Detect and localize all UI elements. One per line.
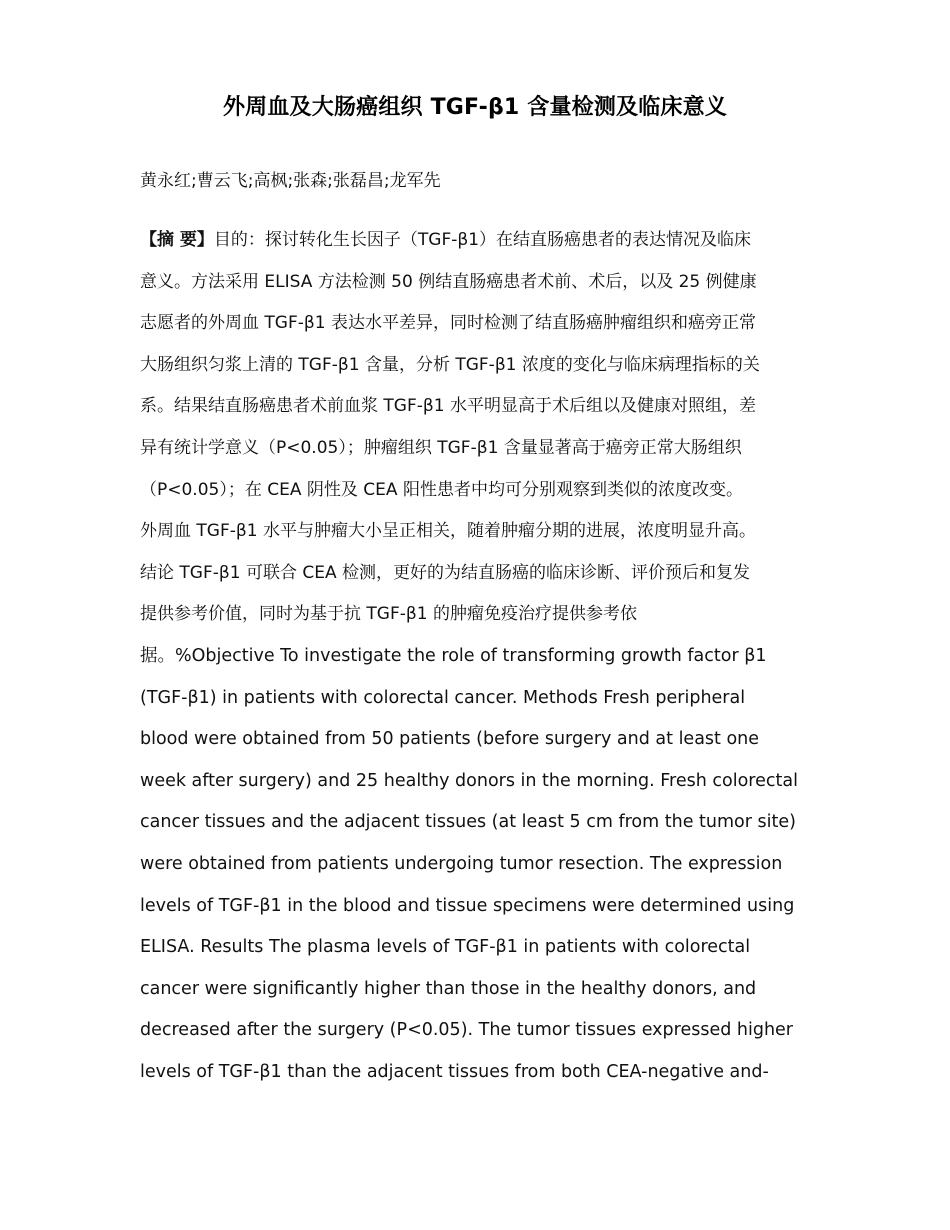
abstract-line: 提供参考价值，同时为基于抗 TGF-β1 的肿瘤免疫治疗提供参考依 bbox=[140, 604, 637, 625]
abstract-line: （P<0.05）；在 CEA 阴性及 CEA 阳性患者中均可分别观察到类似的浓度改变。 bbox=[140, 479, 743, 500]
abstract-line: levels of TGF-β1 than the adjacent tissues from both CEA-negative and- bbox=[140, 1061, 769, 1082]
abstract-line: cancer tissues and the adjacent tissues (at least 5 cm from the tumor site) bbox=[140, 812, 796, 833]
abstract-line: 志愿者的外周血 TGF-β1 表达水平差异，同时检测了结直肠癌肿瘤组织和癌旁正常 bbox=[140, 313, 756, 334]
abstract-line: week after surgery) and 25 healthy donors in the morning. Fresh colorectal bbox=[140, 770, 798, 791]
abstract-line: (TGF-β1) in patients with colorectal cancer. Methods Fresh peripheral bbox=[140, 687, 746, 708]
abstract-line: levels of TGF-β1 in the blood and tissue specimens were determined using bbox=[140, 895, 795, 916]
abstract-line-text: 目的：探讨转化生长因子（TGF-β1）在结直肠癌患者的表达情况及临床 bbox=[213, 230, 752, 250]
abstract-line: 外周血 TGF-β1 水平与肿瘤大小呈正相关，随着肿瘤分期的进展，浓度明显升高。 bbox=[140, 521, 756, 542]
abstract-label: 【摘 要】 bbox=[140, 230, 214, 250]
abstract-line: blood were obtained from 50 patients (before surgery and at least one bbox=[140, 729, 760, 750]
abstract-line: cancer were significantly higher than those in the healthy donors, and bbox=[140, 978, 757, 999]
abstract-line: 系。结果结直肠癌患者术前血浆 TGF-β1 水平明显高于术后组以及健康对照组，差 bbox=[140, 396, 756, 417]
paper-title: 外周血及大肠癌组织 TGF-β1 含量检测及临床意义 bbox=[222, 95, 728, 120]
abstract-line: 大肠组织匀浆上清的 TGF-β1 含量，分析 TGF-β1 浓度的变化与临床病理指标的关 bbox=[140, 354, 760, 375]
abstract-line: 据。%Objective To investigate the role of transforming growth factor β1 bbox=[140, 645, 767, 666]
abstract-line: 异有统计学意义（P<0.05）；肿瘤组织 TGF-β1 含量显著高于癌旁正常大肠组织 bbox=[140, 437, 742, 458]
abstract-line: ELISA. Results The plasma levels of TGF-β1 in patients with colorectal bbox=[140, 937, 751, 958]
paper-authors: 黄永红;曹云飞;高枫;张森;张磊昌;龙军先 bbox=[140, 171, 441, 191]
abstract-line: 结论 TGF-β1 可联合 CEA 检测，更好的为结直肠癌的临床诊断、评价预后和复发 bbox=[140, 562, 750, 583]
abstract-line: decreased after the surgery (P<0.05). The tumor tissues expressed higher bbox=[140, 1020, 794, 1041]
abstract-line: 意义。方法采用 ELISA 方法检测 50 例结直肠癌患者术前、术后，以及 25 例健康 bbox=[140, 271, 757, 292]
abstract-line: were obtained from patients undergoing tumor resection. The expression bbox=[140, 853, 783, 874]
abstract-body bbox=[140, 220, 820, 1093]
abstract-line bbox=[140, 220, 820, 262]
